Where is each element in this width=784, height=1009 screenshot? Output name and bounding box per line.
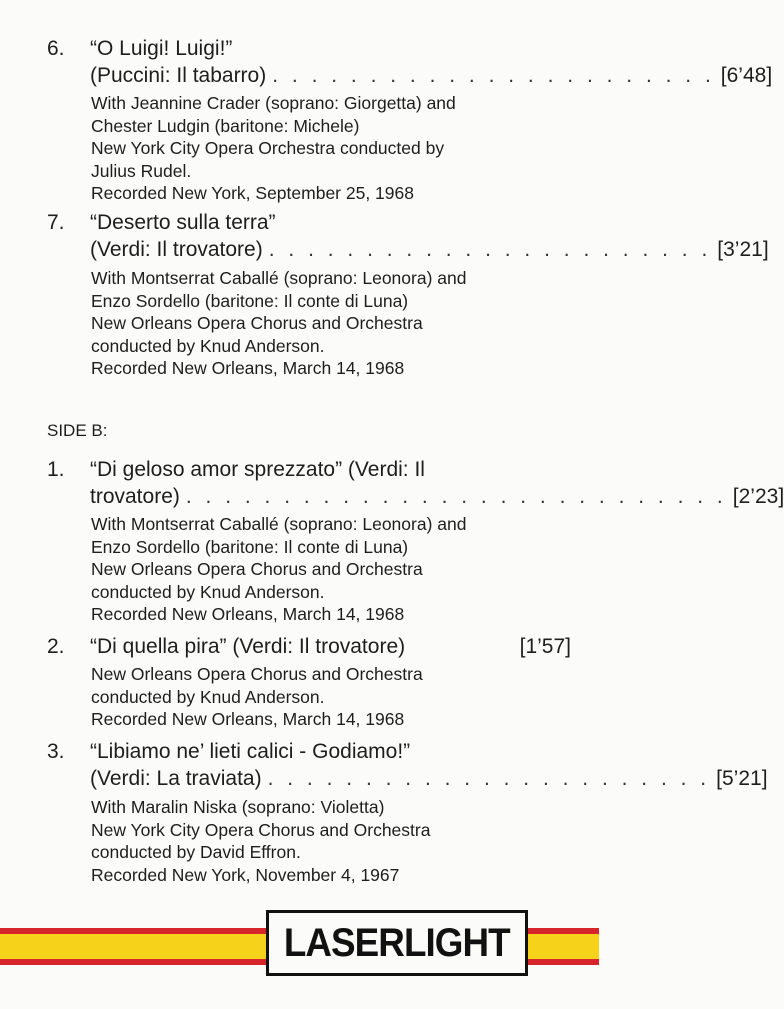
track-work: (Verdi: Il trovatore)	[90, 238, 263, 261]
track-title-line2	[90, 766, 768, 792]
track-detail: Enzo Sordello (baritone: Il conte di Luna)	[91, 291, 409, 311]
track-detail: Recorded New Orleans, March 14, 1968	[91, 358, 405, 378]
track-detail: With Montserrat Caballé (soprano: Leonora) and	[91, 268, 467, 288]
track-work: (Puccini: Il tabarro)	[90, 64, 267, 87]
track-title: “Di quella pira” (Verdi: Il trovatore)	[90, 635, 406, 658]
track-detail: With Jeannine Crader (soprano: Giorgetta) and	[91, 93, 456, 113]
track-detail: conducted by Knud Anderson.	[91, 687, 325, 707]
track-detail: New York City Opera Chorus and Orchestra	[91, 820, 431, 840]
track-detail: New York City Opera Orchestra conducted by	[91, 138, 445, 158]
track-detail: Chester Ludgin (baritone: Michele)	[91, 116, 360, 136]
laserlight-logo	[266, 910, 528, 976]
leader-dots: . . . . . . . . . . . . . . . . . . . . . . . . . . . .	[185, 485, 727, 508]
track-duration: [3’21]	[717, 238, 769, 261]
track-number: 6.	[47, 37, 65, 60]
track-title: “Deserto sulla terra”	[90, 211, 276, 234]
track-duration: [6’48]	[720, 64, 773, 87]
track-duration: [1’57]	[519, 635, 571, 658]
track-detail: conducted by Knud Anderson.	[91, 336, 325, 356]
track-detail: conducted by David Effron.	[91, 842, 301, 862]
track-detail: Recorded New York, November 4, 1967	[91, 865, 400, 885]
track-detail: New Orleans Opera Chorus and Orchestra	[91, 313, 423, 333]
track-detail: Recorded New Orleans, March 14, 1968	[91, 604, 405, 624]
track-detail: conducted by Knud Anderson.	[91, 582, 325, 602]
track-detail: Recorded New Orleans, March 14, 1968	[91, 709, 405, 729]
track-number: 3.	[47, 740, 65, 763]
track-number: 1.	[47, 458, 65, 481]
track-detail: Enzo Sordello (baritone: Il conte di Luna)	[91, 537, 409, 557]
track-title: “O Luigi! Luigi!”	[90, 37, 233, 60]
track-detail: New Orleans Opera Chorus and Orchestra	[91, 664, 423, 684]
track-title: “Libiamo ne’ lieti calici - Godiamo!”	[90, 740, 411, 763]
track-detail: With Maralin Niska (soprano: Violetta)	[91, 797, 385, 817]
leader-dots: . . . . . . . . . . . . . . . . . . . . . . .	[272, 64, 715, 87]
track-detail: New Orleans Opera Chorus and Orchestra	[91, 559, 423, 579]
track-detail: With Montserrat Caballé (soprano: Leonora) and	[91, 514, 467, 534]
track-number: 2.	[47, 635, 65, 658]
track-title-line2	[90, 237, 769, 263]
logo-text: LASERLIGHT	[284, 920, 510, 965]
track-work: trovatore)	[90, 485, 180, 508]
leader-dots: . . . . . . . . . . . . . . . . . . . . . . .	[267, 767, 711, 790]
track-title-line	[90, 634, 571, 660]
track-duration: [2’23]	[732, 485, 784, 508]
track-title-line2	[90, 63, 773, 89]
leader-dots: . . . . . . . . . . . . . . . . . . . . . . .	[268, 238, 712, 261]
track-detail: Recorded New York, September 25, 1968	[91, 183, 414, 203]
side-b-heading: SIDE B:	[47, 421, 108, 440]
track-title-line2	[90, 484, 784, 510]
track-work: (Verdi: La traviata)	[90, 767, 262, 790]
track-title: “Di geloso amor sprezzato” (Verdi: Il	[90, 458, 425, 481]
track-detail: Julius Rudel.	[91, 161, 192, 181]
track-duration: [5’21]	[716, 767, 768, 790]
track-number: 7.	[47, 211, 65, 234]
